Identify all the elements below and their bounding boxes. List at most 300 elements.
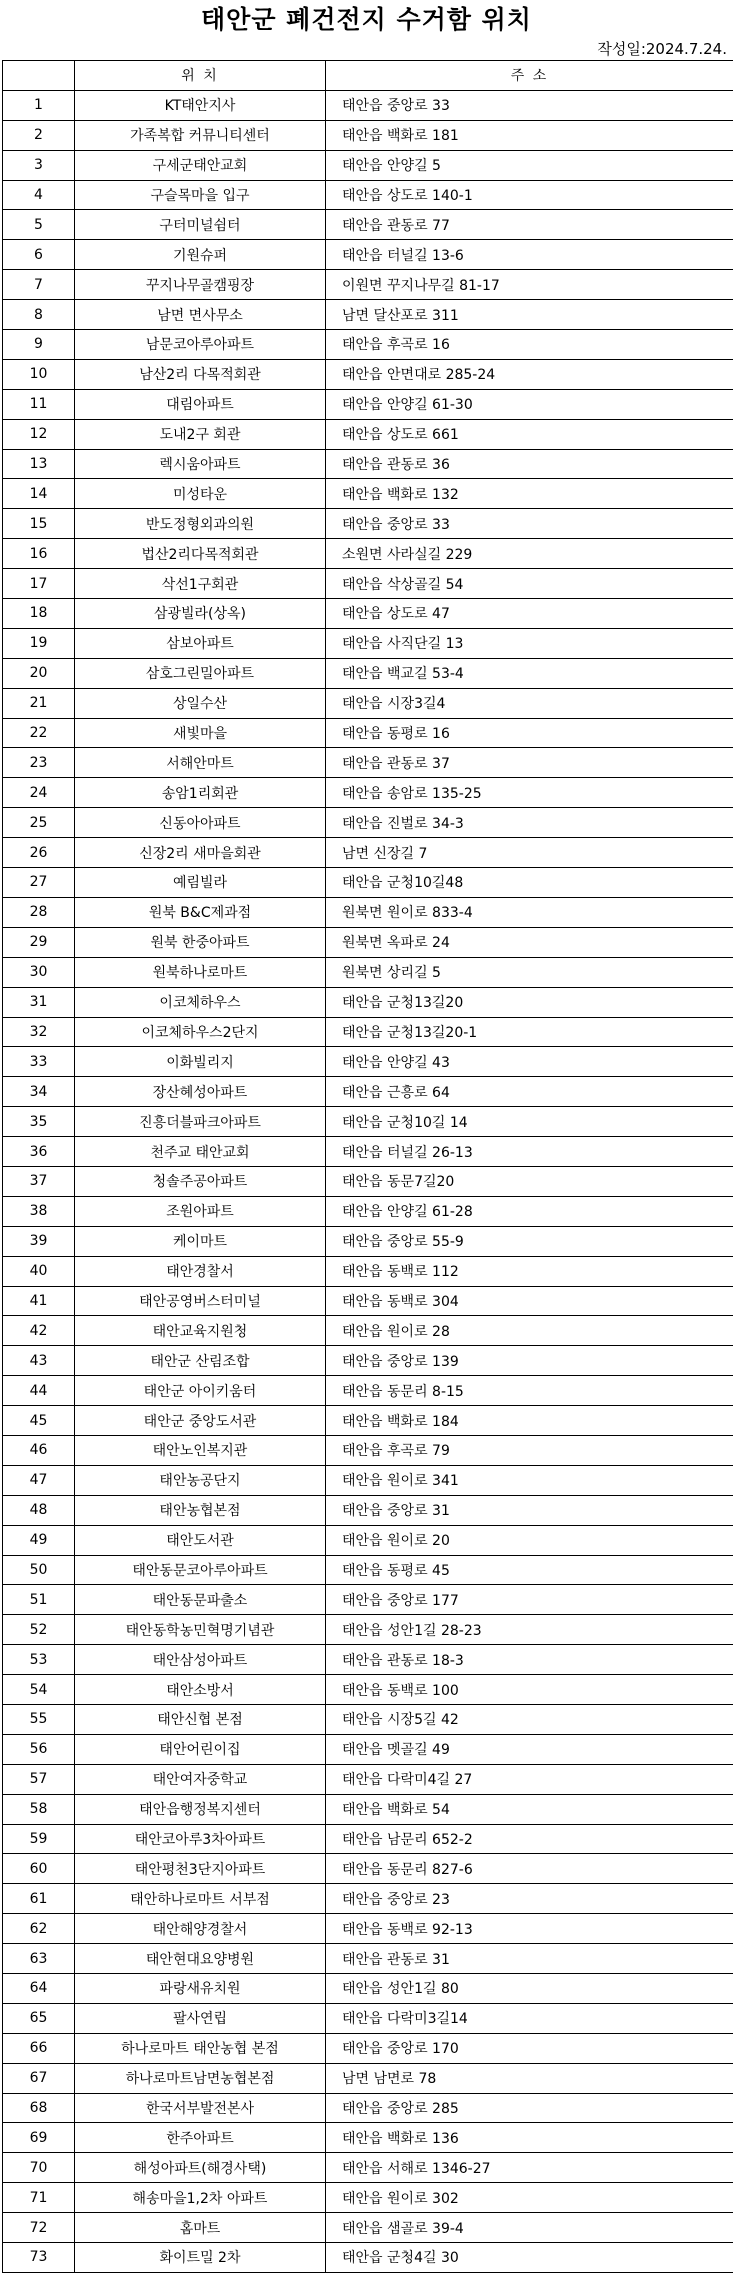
row-number: 27 bbox=[3, 868, 75, 898]
table-row bbox=[3, 2123, 733, 2153]
row-number: 16 bbox=[3, 539, 75, 569]
row-number: 9 bbox=[3, 330, 75, 360]
table-row bbox=[3, 2243, 733, 2273]
row-location: 원북 B&C제과점 bbox=[75, 897, 326, 927]
table-row bbox=[3, 599, 733, 629]
table-row bbox=[3, 1794, 733, 1824]
row-location: 법산2리다목적회관 bbox=[75, 539, 326, 569]
row-location: 태안해양경찰서 bbox=[75, 1914, 326, 1944]
row-location: 한국서부발전본사 bbox=[75, 2093, 326, 2123]
row-number: 51 bbox=[3, 1585, 75, 1615]
row-number: 21 bbox=[3, 688, 75, 718]
row-number: 5 bbox=[3, 210, 75, 240]
row-address: 태안읍 관동로 18-3 bbox=[326, 1645, 733, 1675]
row-location: 도내2구 회관 bbox=[75, 419, 326, 449]
table-row bbox=[3, 150, 733, 180]
table-row bbox=[3, 330, 733, 360]
row-address: 태안읍 동문7길20 bbox=[326, 1166, 733, 1196]
row-number: 61 bbox=[3, 1884, 75, 1914]
table-row bbox=[3, 1406, 733, 1436]
table-row bbox=[3, 1854, 733, 1884]
row-number: 24 bbox=[3, 778, 75, 808]
row-number: 20 bbox=[3, 658, 75, 688]
row-location: 태안어린이집 bbox=[75, 1734, 326, 1764]
table-row bbox=[3, 359, 733, 389]
row-number: 45 bbox=[3, 1406, 75, 1436]
table-row bbox=[3, 479, 733, 509]
row-address: 태안읍 군청10길48 bbox=[326, 868, 733, 898]
row-address: 태안읍 근흥로 64 bbox=[326, 1077, 733, 1107]
table-row bbox=[3, 1615, 733, 1645]
row-location: 태안소방서 bbox=[75, 1675, 326, 1705]
table-row bbox=[3, 1226, 733, 1256]
row-number: 26 bbox=[3, 838, 75, 868]
table-row bbox=[3, 90, 733, 120]
row-address: 태안읍 중앙로 139 bbox=[326, 1346, 733, 1376]
row-number: 72 bbox=[3, 2213, 75, 2243]
row-number: 8 bbox=[3, 300, 75, 330]
row-location: 태안농협본점 bbox=[75, 1495, 326, 1525]
table-row bbox=[3, 2063, 733, 2093]
table-row bbox=[3, 539, 733, 569]
row-number: 40 bbox=[3, 1256, 75, 1286]
row-location: 상일수산 bbox=[75, 688, 326, 718]
row-number: 54 bbox=[3, 1675, 75, 1705]
row-location: 태안현대요양병원 bbox=[75, 1944, 326, 1974]
row-location: 진흥더블파크아파트 bbox=[75, 1107, 326, 1137]
table-row bbox=[3, 957, 733, 987]
row-address: 태안읍 백교길 53-4 bbox=[326, 658, 733, 688]
row-location: KT태안지사 bbox=[75, 90, 326, 120]
table-row bbox=[3, 1256, 733, 1286]
row-location: 이코체하우스2단지 bbox=[75, 1017, 326, 1047]
row-location: 태안하나로마트 서부점 bbox=[75, 1884, 326, 1914]
table-row bbox=[3, 270, 733, 300]
row-location: 태안교육지원청 bbox=[75, 1316, 326, 1346]
row-address: 태안읍 안양길 61-30 bbox=[326, 389, 733, 419]
table-row bbox=[3, 658, 733, 688]
table-row bbox=[3, 1047, 733, 1077]
row-location: 천주교 태안교회 bbox=[75, 1137, 326, 1167]
table-row bbox=[3, 1675, 733, 1705]
row-number: 44 bbox=[3, 1376, 75, 1406]
row-location: 태안삼성아파트 bbox=[75, 1645, 326, 1675]
row-address: 남면 남면로 78 bbox=[326, 2063, 733, 2093]
row-address: 이원면 꾸지나무길 81-17 bbox=[326, 270, 733, 300]
row-location: 대림아파트 bbox=[75, 389, 326, 419]
row-number: 3 bbox=[3, 150, 75, 180]
row-location: 태안도서관 bbox=[75, 1525, 326, 1555]
row-address: 태안읍 동문리 827-6 bbox=[326, 1854, 733, 1884]
table-row bbox=[3, 180, 733, 210]
row-address: 태안읍 남문리 652-2 bbox=[326, 1824, 733, 1854]
row-address: 태안읍 관동로 37 bbox=[326, 748, 733, 778]
row-location: 파랑새유치원 bbox=[75, 1974, 326, 2004]
row-number: 66 bbox=[3, 2033, 75, 2063]
table-row bbox=[3, 897, 733, 927]
row-number: 39 bbox=[3, 1226, 75, 1256]
row-address: 태안읍 원이로 341 bbox=[326, 1465, 733, 1495]
row-address: 태안읍 동백로 100 bbox=[326, 1675, 733, 1705]
row-location: 태안노인복지관 bbox=[75, 1435, 326, 1465]
table-row bbox=[3, 1077, 733, 1107]
row-number: 28 bbox=[3, 897, 75, 927]
row-location: 구슬목마을 입구 bbox=[75, 180, 326, 210]
row-location: 신장2리 새마을회관 bbox=[75, 838, 326, 868]
row-address: 태안읍 동평로 45 bbox=[326, 1555, 733, 1585]
row-address: 태안읍 중앙로 33 bbox=[326, 509, 733, 539]
table-row bbox=[3, 210, 733, 240]
row-address: 태안읍 시장5길 42 bbox=[326, 1704, 733, 1734]
table-row bbox=[3, 1346, 733, 1376]
collection-bin-table bbox=[2, 60, 733, 2273]
row-number: 13 bbox=[3, 449, 75, 479]
row-location: 태안신협 본점 bbox=[75, 1704, 326, 1734]
row-location: 태안동학농민혁명기념관 bbox=[75, 1615, 326, 1645]
row-address: 태안읍 중앙로 170 bbox=[326, 2033, 733, 2063]
row-location: 태안여자중학교 bbox=[75, 1764, 326, 1794]
table-row bbox=[3, 1376, 733, 1406]
row-number: 10 bbox=[3, 359, 75, 389]
row-number: 22 bbox=[3, 718, 75, 748]
row-location: 남문코아루아파트 bbox=[75, 330, 326, 360]
row-number: 12 bbox=[3, 419, 75, 449]
row-number: 6 bbox=[3, 240, 75, 270]
row-number: 73 bbox=[3, 2243, 75, 2273]
row-location: 신동아아파트 bbox=[75, 808, 326, 838]
row-number: 25 bbox=[3, 808, 75, 838]
row-address: 태안읍 군청4길 30 bbox=[326, 2243, 733, 2273]
row-location: 하나로마트남면농협본점 bbox=[75, 2063, 326, 2093]
row-address: 태안읍 상도로 47 bbox=[326, 599, 733, 629]
row-location: 송암1리회관 bbox=[75, 778, 326, 808]
row-number: 59 bbox=[3, 1824, 75, 1854]
table-row bbox=[3, 389, 733, 419]
row-number: 34 bbox=[3, 1077, 75, 1107]
table-row bbox=[3, 688, 733, 718]
table-row bbox=[3, 449, 733, 479]
row-location: 해성아파트(해경사택) bbox=[75, 2153, 326, 2183]
table-body bbox=[3, 90, 733, 2272]
row-number: 42 bbox=[3, 1316, 75, 1346]
row-number: 58 bbox=[3, 1794, 75, 1824]
header-location: 위 치 bbox=[75, 61, 326, 91]
row-address: 태안읍 터널길 26-13 bbox=[326, 1137, 733, 1167]
table-row bbox=[3, 868, 733, 898]
row-address: 태안읍 원이로 20 bbox=[326, 1525, 733, 1555]
row-number: 64 bbox=[3, 1974, 75, 2004]
row-address: 소원면 사라실길 229 bbox=[326, 539, 733, 569]
table-row bbox=[3, 1316, 733, 1346]
row-location: 하나로마트 태안농협 본점 bbox=[75, 2033, 326, 2063]
row-location: 꾸지나무골캠핑장 bbox=[75, 270, 326, 300]
table-row bbox=[3, 569, 733, 599]
row-location: 구세군태안교회 bbox=[75, 150, 326, 180]
row-address: 태안읍 다락미3길14 bbox=[326, 2003, 733, 2033]
row-address: 남면 신장길 7 bbox=[326, 838, 733, 868]
row-address: 태안읍 중앙로 23 bbox=[326, 1884, 733, 1914]
table-row bbox=[3, 628, 733, 658]
row-location: 이화빌리지 bbox=[75, 1047, 326, 1077]
row-location: 조원아파트 bbox=[75, 1196, 326, 1226]
row-number: 23 bbox=[3, 748, 75, 778]
table-row bbox=[3, 2153, 733, 2183]
table-row bbox=[3, 2183, 733, 2213]
row-address: 태안읍 군청10길 14 bbox=[326, 1107, 733, 1137]
row-number: 62 bbox=[3, 1914, 75, 1944]
row-address: 태안읍 원이로 28 bbox=[326, 1316, 733, 1346]
row-address: 태안읍 중앙로 33 bbox=[326, 90, 733, 120]
row-address: 원북면 상리길 5 bbox=[326, 957, 733, 987]
row-address: 태안읍 백화로 181 bbox=[326, 120, 733, 150]
table-row bbox=[3, 1645, 733, 1675]
row-number: 17 bbox=[3, 569, 75, 599]
table-row bbox=[3, 1734, 733, 1764]
table-row bbox=[3, 1196, 733, 1226]
row-number: 41 bbox=[3, 1286, 75, 1316]
table-row bbox=[3, 1166, 733, 1196]
row-number: 57 bbox=[3, 1764, 75, 1794]
row-address: 태안읍 안양길 61-28 bbox=[326, 1196, 733, 1226]
table-row bbox=[3, 2093, 733, 2123]
row-address: 태안읍 백화로 184 bbox=[326, 1406, 733, 1436]
table-row bbox=[3, 718, 733, 748]
row-address: 태안읍 멧골길 49 bbox=[326, 1734, 733, 1764]
row-location: 원북하나로마트 bbox=[75, 957, 326, 987]
row-number: 63 bbox=[3, 1944, 75, 1974]
header-number bbox=[3, 61, 75, 91]
row-number: 60 bbox=[3, 1854, 75, 1884]
page-title: 태안군 폐건전지 수거함 위치 bbox=[201, 5, 532, 34]
row-location: 화이트밀 2차 bbox=[75, 2243, 326, 2273]
row-address: 태안읍 군청13길20-1 bbox=[326, 1017, 733, 1047]
row-number: 30 bbox=[3, 957, 75, 987]
row-number: 15 bbox=[3, 509, 75, 539]
row-address: 태안읍 관동로 36 bbox=[326, 449, 733, 479]
row-location: 케이마트 bbox=[75, 1226, 326, 1256]
table-row bbox=[3, 240, 733, 270]
row-address: 태안읍 중앙로 285 bbox=[326, 2093, 733, 2123]
row-location: 태안농공단지 bbox=[75, 1465, 326, 1495]
row-location: 삭선1구회관 bbox=[75, 569, 326, 599]
created-date: 작성일:2024.7.24. bbox=[597, 40, 727, 58]
row-location: 태안경찰서 bbox=[75, 1256, 326, 1286]
table-row bbox=[3, 1017, 733, 1047]
row-address: 태안읍 다락미4길 27 bbox=[326, 1764, 733, 1794]
row-number: 33 bbox=[3, 1047, 75, 1077]
row-address: 태안읍 백화로 136 bbox=[326, 2123, 733, 2153]
row-address: 태안읍 안양길 43 bbox=[326, 1047, 733, 1077]
row-number: 48 bbox=[3, 1495, 75, 1525]
table-row bbox=[3, 1974, 733, 2004]
row-location: 삼보아파트 bbox=[75, 628, 326, 658]
row-location: 팔사연립 bbox=[75, 2003, 326, 2033]
table-row bbox=[3, 1884, 733, 1914]
row-location: 미성타운 bbox=[75, 479, 326, 509]
table-row bbox=[3, 1286, 733, 1316]
row-location: 이코체하우스 bbox=[75, 987, 326, 1017]
row-location: 구터미널쉼터 bbox=[75, 210, 326, 240]
row-number: 70 bbox=[3, 2153, 75, 2183]
row-address: 원북면 원이로 833-4 bbox=[326, 897, 733, 927]
row-number: 7 bbox=[3, 270, 75, 300]
row-location: 태안코아루3차아파트 bbox=[75, 1824, 326, 1854]
table-row bbox=[3, 1764, 733, 1794]
table-row bbox=[3, 1704, 733, 1734]
row-address: 태안읍 중앙로 55-9 bbox=[326, 1226, 733, 1256]
row-number: 18 bbox=[3, 599, 75, 629]
table-row bbox=[3, 509, 733, 539]
table-row bbox=[3, 748, 733, 778]
row-location: 해송마을1,2차 아파트 bbox=[75, 2183, 326, 2213]
table-row bbox=[3, 2003, 733, 2033]
table-row bbox=[3, 2213, 733, 2243]
row-location: 반도정형외과의원 bbox=[75, 509, 326, 539]
row-location: 홈마트 bbox=[75, 2213, 326, 2243]
row-location: 기원슈퍼 bbox=[75, 240, 326, 270]
row-address: 태안읍 관동로 31 bbox=[326, 1944, 733, 1974]
row-number: 52 bbox=[3, 1615, 75, 1645]
row-location: 한주아파트 bbox=[75, 2123, 326, 2153]
row-number: 56 bbox=[3, 1734, 75, 1764]
row-location: 태안동문파출소 bbox=[75, 1585, 326, 1615]
row-address: 태안읍 동문리 8-15 bbox=[326, 1376, 733, 1406]
row-number: 69 bbox=[3, 2123, 75, 2153]
row-number: 1 bbox=[3, 90, 75, 120]
table-row bbox=[3, 808, 733, 838]
row-address: 태안읍 백화로 132 bbox=[326, 479, 733, 509]
row-address: 태안읍 터널길 13-6 bbox=[326, 240, 733, 270]
row-location: 예림빌라 bbox=[75, 868, 326, 898]
row-number: 2 bbox=[3, 120, 75, 150]
row-location: 렉시움아파트 bbox=[75, 449, 326, 479]
row-number: 11 bbox=[3, 389, 75, 419]
table-row bbox=[3, 120, 733, 150]
row-address: 태안읍 샘골로 39-4 bbox=[326, 2213, 733, 2243]
row-address: 원북면 옥파로 24 bbox=[326, 927, 733, 957]
row-address: 태안읍 송암로 135-25 bbox=[326, 778, 733, 808]
table-row bbox=[3, 1824, 733, 1854]
row-location: 장산혜성아파트 bbox=[75, 1077, 326, 1107]
table-row bbox=[3, 1435, 733, 1465]
table-row bbox=[3, 1914, 733, 1944]
row-address: 태안읍 동백로 92-13 bbox=[326, 1914, 733, 1944]
row-number: 32 bbox=[3, 1017, 75, 1047]
table-row bbox=[3, 778, 733, 808]
row-location: 서해안마트 bbox=[75, 748, 326, 778]
row-address: 태안읍 동백로 112 bbox=[326, 1256, 733, 1286]
row-number: 35 bbox=[3, 1107, 75, 1137]
row-number: 67 bbox=[3, 2063, 75, 2093]
row-number: 36 bbox=[3, 1137, 75, 1167]
table-row bbox=[3, 419, 733, 449]
table-row bbox=[3, 1495, 733, 1525]
table-row bbox=[3, 927, 733, 957]
table-row bbox=[3, 987, 733, 1017]
table-row bbox=[3, 1555, 733, 1585]
table-row bbox=[3, 1585, 733, 1615]
row-number: 53 bbox=[3, 1645, 75, 1675]
table-row bbox=[3, 1107, 733, 1137]
row-location: 청솔주공아파트 bbox=[75, 1166, 326, 1196]
table-row bbox=[3, 1525, 733, 1555]
table-row bbox=[3, 1944, 733, 1974]
row-address: 태안읍 상도로 140-1 bbox=[326, 180, 733, 210]
row-address: 태안읍 백화로 54 bbox=[326, 1794, 733, 1824]
row-address: 태안읍 중앙로 31 bbox=[326, 1495, 733, 1525]
row-address: 남면 달산포로 311 bbox=[326, 300, 733, 330]
row-address: 태안읍 성안1길 28-23 bbox=[326, 1615, 733, 1645]
row-number: 37 bbox=[3, 1166, 75, 1196]
row-location: 태안군 산림조합 bbox=[75, 1346, 326, 1376]
row-number: 49 bbox=[3, 1525, 75, 1555]
row-address: 태안읍 성안1길 80 bbox=[326, 1974, 733, 2004]
row-number: 4 bbox=[3, 180, 75, 210]
row-number: 29 bbox=[3, 927, 75, 957]
row-number: 46 bbox=[3, 1435, 75, 1465]
row-location: 삼호그린밀아파트 bbox=[75, 658, 326, 688]
row-number: 43 bbox=[3, 1346, 75, 1376]
row-address: 태안읍 상도로 661 bbox=[326, 419, 733, 449]
row-number: 47 bbox=[3, 1465, 75, 1495]
row-address: 태안읍 후곡로 16 bbox=[326, 330, 733, 360]
row-address: 태안읍 원이로 302 bbox=[326, 2183, 733, 2213]
row-location: 태안동문코아루아파트 bbox=[75, 1555, 326, 1585]
row-address: 태안읍 군청13길20 bbox=[326, 987, 733, 1017]
row-number: 31 bbox=[3, 987, 75, 1017]
row-address: 태안읍 관동로 77 bbox=[326, 210, 733, 240]
table-row bbox=[3, 838, 733, 868]
row-address: 태안읍 안면대로 285-24 bbox=[326, 359, 733, 389]
table-row bbox=[3, 300, 733, 330]
row-number: 19 bbox=[3, 628, 75, 658]
table-header-row bbox=[3, 61, 733, 91]
row-address: 태안읍 동백로 304 bbox=[326, 1286, 733, 1316]
row-location: 태안읍행정복지센터 bbox=[75, 1794, 326, 1824]
table-row bbox=[3, 1137, 733, 1167]
row-location: 남산2리 다목적회관 bbox=[75, 359, 326, 389]
row-location: 태안군 중앙도서관 bbox=[75, 1406, 326, 1436]
row-address: 태안읍 중앙로 177 bbox=[326, 1585, 733, 1615]
row-address: 태안읍 후곡로 79 bbox=[326, 1435, 733, 1465]
row-number: 71 bbox=[3, 2183, 75, 2213]
row-number: 65 bbox=[3, 2003, 75, 2033]
row-location: 남면 면사무소 bbox=[75, 300, 326, 330]
row-address: 태안읍 사직단길 13 bbox=[326, 628, 733, 658]
table-row bbox=[3, 2033, 733, 2063]
row-location: 삼광빌라(상옥) bbox=[75, 599, 326, 629]
row-address: 태안읍 삭상골길 54 bbox=[326, 569, 733, 599]
header-address: 주 소 bbox=[326, 61, 733, 91]
row-number: 50 bbox=[3, 1555, 75, 1585]
row-location: 태안군 아이키움터 bbox=[75, 1376, 326, 1406]
row-location: 태안평천3단지아파트 bbox=[75, 1854, 326, 1884]
row-address: 태안읍 동평로 16 bbox=[326, 718, 733, 748]
row-location: 새빛마을 bbox=[75, 718, 326, 748]
row-address: 태안읍 서해로 1346-27 bbox=[326, 2153, 733, 2183]
row-location: 태안공영버스터미널 bbox=[75, 1286, 326, 1316]
row-number: 14 bbox=[3, 479, 75, 509]
row-address: 태안읍 진벌로 34-3 bbox=[326, 808, 733, 838]
row-number: 55 bbox=[3, 1704, 75, 1734]
row-location: 원북 한중아파트 bbox=[75, 927, 326, 957]
row-location: 가족복합 커뮤니티센터 bbox=[75, 120, 326, 150]
row-number: 38 bbox=[3, 1196, 75, 1226]
row-address: 태안읍 안양길 5 bbox=[326, 150, 733, 180]
table-row bbox=[3, 1465, 733, 1495]
row-address: 태안읍 시장3길4 bbox=[326, 688, 733, 718]
row-number: 68 bbox=[3, 2093, 75, 2123]
